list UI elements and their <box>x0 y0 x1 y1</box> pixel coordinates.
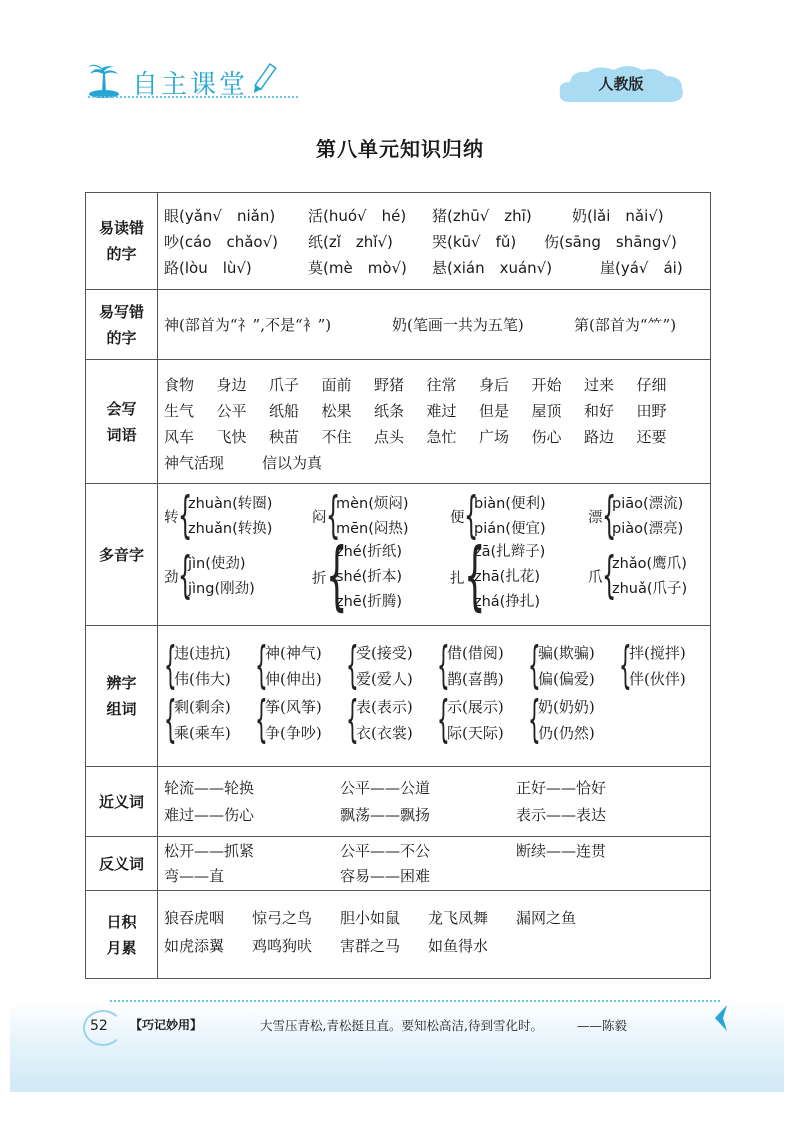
page-title: 第八单元知识归纳 <box>316 137 484 161</box>
vocab-word: 仔细 <box>636 376 667 394</box>
poly-char: 劲 <box>164 570 179 586</box>
char-pair-item: 受(接受) <box>356 644 413 662</box>
brace-icon: { <box>164 636 177 694</box>
pinyin-item: 奶(lǎi nǎi√) <box>572 207 664 225</box>
label-line: 月累 <box>106 938 137 957</box>
vocab-word: 公平 <box>216 402 247 420</box>
idiom: 害群之马 <box>340 937 401 955</box>
vocab-word: 纸船 <box>269 402 300 420</box>
char-pair-item: 际(天际) <box>447 724 504 742</box>
vocab-word: 过来 <box>584 376 615 394</box>
char-pair-item: 伴(伙伴) <box>629 670 686 688</box>
vocab-word: 身后 <box>479 376 510 394</box>
poly-reading: zhá(挣扎) <box>474 594 541 610</box>
char-pair-item: 奶(奶奶) <box>538 698 595 716</box>
header-divider <box>88 96 298 98</box>
synonym-pair: 飘荡——飘扬 <box>340 806 431 824</box>
vocab-word: 不住 <box>321 428 352 446</box>
brace-icon: { <box>464 486 479 544</box>
synonym-pair: 轮流——轮换 <box>164 779 255 797</box>
vocab-word: 面前 <box>321 376 352 394</box>
synonym-pair: 正好——恰好 <box>516 779 607 797</box>
quote-author: ——陈毅 <box>577 1018 628 1033</box>
brace-icon: { <box>619 636 632 694</box>
column-tag: 【巧记妙用】 <box>130 1018 203 1032</box>
brace-icon: { <box>178 486 193 544</box>
idiom: 龙飞凤舞 <box>428 909 489 927</box>
vocab-word: 身边 <box>216 376 247 394</box>
antonym-pair: 断续——连贯 <box>516 842 607 860</box>
brace-icon: { <box>326 486 341 544</box>
row-label <box>86 626 158 766</box>
label-line: 多音字 <box>98 545 144 564</box>
vocab-word: 野猪 <box>374 376 405 394</box>
chevron-left-icon <box>712 1003 730 1033</box>
brace-icon: { <box>437 690 450 748</box>
char-pair-item: 神(神气) <box>265 644 322 662</box>
label-line: 会写 <box>106 399 137 418</box>
row-distinguish <box>86 626 710 767</box>
vocab-word: 点头 <box>374 428 405 446</box>
row-label <box>86 290 158 359</box>
poly-reading: zhuàn(转圈) <box>188 496 273 512</box>
antonym-pair: 容易——困难 <box>340 867 431 885</box>
label-line: 反义词 <box>98 854 144 873</box>
idiom: 惊弓之鸟 <box>252 909 313 927</box>
pinyin-item: 猪(zhū√ zhī) <box>432 207 532 225</box>
char-pair-item: 骗(欺骗) <box>538 644 595 662</box>
idiom: 如鱼得水 <box>428 937 489 955</box>
row-label <box>86 837 158 890</box>
row-content <box>164 290 704 359</box>
char-pair-item: 表(表示) <box>356 698 413 716</box>
row-content <box>164 193 704 289</box>
poly-char: 转 <box>164 510 179 526</box>
brace-icon: { <box>346 636 359 694</box>
label-line: 近义词 <box>98 792 144 811</box>
vocab-word: 秧苗 <box>269 428 300 446</box>
label-line: 的字 <box>106 245 137 263</box>
char-pair-item: 伟(伟大) <box>174 670 231 688</box>
label-line: 的字 <box>106 328 137 347</box>
char-pair-item: 偏(偏爱) <box>538 670 595 688</box>
footer-divider <box>110 1000 720 1002</box>
poly-reading: jìng(刚劲) <box>188 581 255 597</box>
vocab-word: 伤心 <box>531 428 562 446</box>
vocab-word: 还要 <box>636 428 667 446</box>
page-number: 52 <box>90 1018 108 1034</box>
poly-reading: zhuǎn(转换) <box>188 521 273 537</box>
row-content <box>164 360 704 483</box>
vocab-word: 往常 <box>426 376 457 394</box>
vocab-word: 广场 <box>479 428 510 446</box>
pinyin-item: 纸(zǐ zhǐ√) <box>308 233 393 251</box>
vocab-word: 田野 <box>636 402 667 420</box>
brand-title: 自主课堂 <box>132 70 249 100</box>
idiom: 漏网之鱼 <box>516 909 577 927</box>
synonym-pair: 难过——伤心 <box>164 806 255 824</box>
char-pair-item: 衣(衣裳) <box>356 724 413 742</box>
brace-icon: { <box>255 636 268 694</box>
row-content <box>164 767 704 836</box>
antonym-pair: 公平——不公 <box>340 842 431 860</box>
char-pair-item: 筝(风筝) <box>265 698 322 716</box>
label-line: 组词 <box>106 700 137 718</box>
knowledge-table <box>85 192 711 979</box>
pinyin-item: 路(lòu lù√) <box>164 259 252 277</box>
char-pair-item: 伸(伸出) <box>265 670 322 688</box>
poly-reading: mēn(闷热) <box>336 521 409 537</box>
row-synonyms <box>86 767 710 837</box>
row-label <box>86 767 158 836</box>
brace-icon: { <box>464 531 486 619</box>
char-pair-item: 争(争吵) <box>265 724 322 742</box>
footer-quote: 大雪压青松,青松挺且直。要知松高洁,待到雪化时。 <box>260 1018 543 1033</box>
poly-reading: zhā(扎花) <box>474 569 541 585</box>
brace-icon: { <box>437 636 450 694</box>
char-pair-item: 剩(剩余) <box>174 698 231 716</box>
brace-icon: { <box>346 690 359 748</box>
poly-reading: jìn(使劲) <box>188 556 246 572</box>
label-line: 日积 <box>106 912 137 931</box>
poly-char: 折 <box>312 570 327 587</box>
char-pair-item: 乘(乘车) <box>174 724 231 742</box>
vocab-word: 爪子 <box>269 376 300 394</box>
row-write-words <box>86 360 710 484</box>
pencil-icon <box>251 64 276 95</box>
char-pair-item: 借(借阅) <box>447 644 504 662</box>
write-note: 神(部首为“礻”,不是“衤”) <box>164 316 332 334</box>
brace-icon: { <box>602 546 617 604</box>
vocab-word: 神气活现 <box>164 454 225 472</box>
label-line: 辨字 <box>106 674 137 692</box>
vocab-word: 急忙 <box>426 428 457 446</box>
label-line: 易写错 <box>98 302 144 321</box>
poly-reading: zhé(折纸) <box>336 544 403 560</box>
row-easy-write <box>86 290 710 360</box>
vocab-word: 信以为真 <box>262 454 323 472</box>
idiom: 鸡鸣狗吠 <box>252 937 313 955</box>
pinyin-item: 眼(yǎn√ niǎn) <box>164 207 276 225</box>
char-pair-item: 示(展示) <box>447 698 504 716</box>
poly-reading: zā(扎辫子) <box>474 544 546 560</box>
brace-icon: { <box>255 690 268 748</box>
label-line: 易读错 <box>98 219 144 237</box>
char-pair-item: 拌(搅拌) <box>629 644 686 662</box>
write-note: 第(部首为“⺮”) <box>574 316 677 334</box>
row-label <box>86 484 158 625</box>
pinyin-item: 哭(kū√ fǔ) <box>432 233 517 251</box>
pinyin-item: 莫(mè mò√) <box>308 259 407 277</box>
vocab-word: 风车 <box>164 428 195 446</box>
pinyin-item: 崖(yá√ ái) <box>600 259 683 277</box>
synonym-pair: 公平——公道 <box>340 779 431 797</box>
brace-icon: { <box>528 636 541 694</box>
label-line: 词语 <box>106 425 137 444</box>
row-daily <box>86 891 710 978</box>
footer-band <box>10 1000 784 1092</box>
row-easy-read <box>86 193 710 290</box>
vocab-word: 难过 <box>426 402 457 420</box>
row-label <box>86 360 158 483</box>
poly-char: 便 <box>450 510 465 526</box>
row-content <box>164 626 704 766</box>
pinyin-item: 伤(sāng shāng√) <box>544 233 677 251</box>
row-polyphonic <box>86 484 710 626</box>
idiom: 狼吞虎咽 <box>164 909 225 927</box>
poly-reading: piào(漂亮) <box>612 521 684 537</box>
poly-reading: piāo(漂流) <box>612 496 684 512</box>
poly-reading: zhuǎ(爪子) <box>612 581 688 597</box>
poly-char: 漂 <box>588 510 603 526</box>
vocab-word: 路边 <box>584 428 615 446</box>
write-note: 奶(笔画一共为五笔) <box>392 316 524 334</box>
pinyin-item: 吵(cáo chǎo√) <box>164 233 279 251</box>
vocab-word: 飞快 <box>216 428 247 446</box>
poly-reading: zhǎo(鹰爪) <box>612 556 687 572</box>
poly-char: 扎 <box>450 570 465 587</box>
antonym-pair: 松开——抓紧 <box>164 842 255 860</box>
pinyin-item: 活(huó√ hé) <box>308 207 407 225</box>
char-pair-item: 爱(爱人) <box>356 670 413 688</box>
row-content <box>164 484 704 625</box>
vocab-word: 生气 <box>164 402 195 420</box>
poly-reading: pián(便宜) <box>474 521 546 537</box>
antonym-pair: 弯——直 <box>164 867 225 885</box>
vocab-word: 开始 <box>531 376 562 394</box>
row-content <box>164 837 704 890</box>
char-pair-item: 鹊(喜鹊) <box>447 670 504 688</box>
poly-reading: zhē(折腾) <box>336 594 403 610</box>
char-pair-item: 仍(仍然) <box>538 724 595 742</box>
brace-icon: { <box>178 546 193 604</box>
vocab-word: 屋顶 <box>531 402 562 420</box>
brace-icon: { <box>164 690 177 748</box>
vocab-word: 但是 <box>479 402 510 420</box>
brace-icon: { <box>528 690 541 748</box>
palm-tree-icon <box>88 65 119 98</box>
pinyin-item: 悬(xián xuán√) <box>432 259 553 277</box>
char-pair-item: 违(违抗) <box>174 644 231 662</box>
poly-reading: shé(折本) <box>336 569 402 585</box>
row-label <box>86 193 158 289</box>
row-label <box>86 891 158 978</box>
idiom: 胆小如鼠 <box>340 909 401 927</box>
row-content <box>164 891 704 978</box>
brace-icon: { <box>602 486 617 544</box>
poly-char: 闷 <box>312 510 327 526</box>
poly-reading: biàn(便利) <box>474 496 546 512</box>
vocab-word: 食物 <box>164 376 195 394</box>
vocab-word: 纸条 <box>374 402 405 420</box>
brace-icon: { <box>326 531 348 619</box>
poly-reading: mèn(烦闷) <box>336 496 409 512</box>
vocab-word: 和好 <box>584 402 615 420</box>
synonym-pair: 表示——表达 <box>516 806 607 824</box>
poly-char: 爪 <box>588 570 603 586</box>
idiom: 如虎添翼 <box>164 937 225 955</box>
row-antonyms <box>86 837 710 891</box>
edition-label: 人教版 <box>598 75 644 93</box>
vocab-word: 松果 <box>321 402 352 420</box>
